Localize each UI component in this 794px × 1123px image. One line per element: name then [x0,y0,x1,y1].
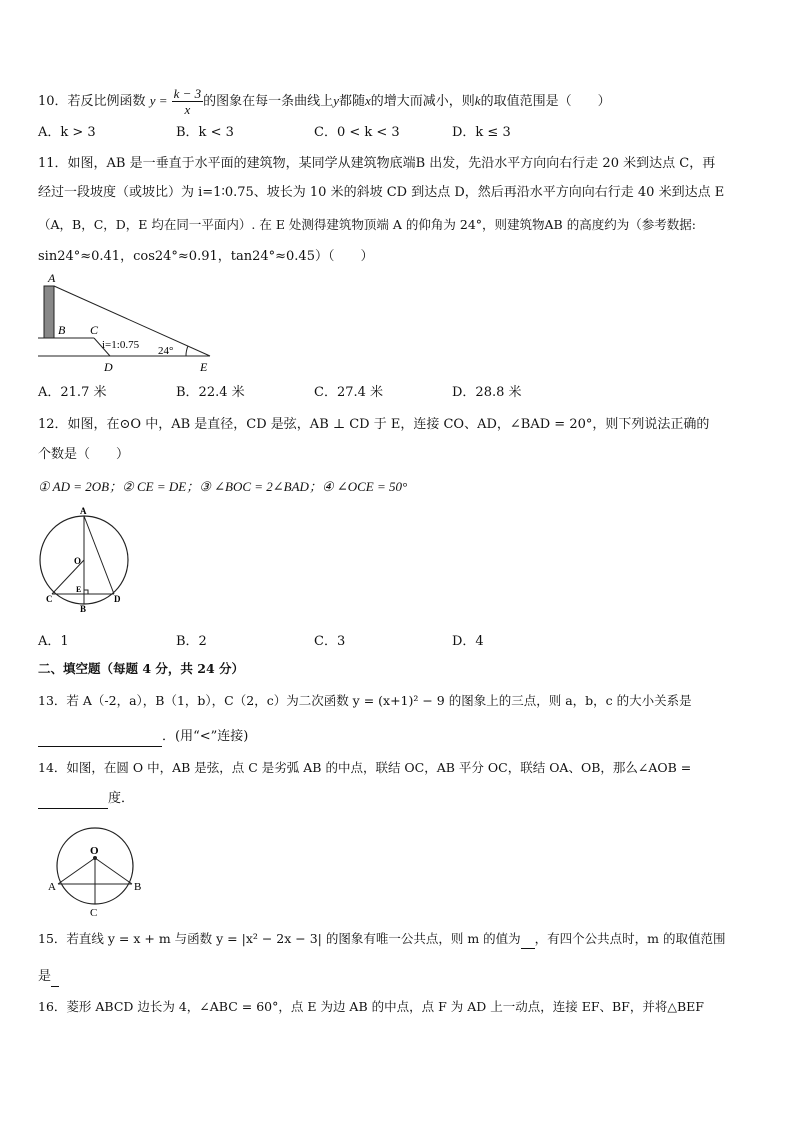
q15-line2-wrap [38,968,59,987]
fig12-label-b: B [80,604,87,614]
q15-line2: 是 [38,969,52,984]
q13-line1: 13．若 A（-2，a），B（1，b），C（2，c）为二次函数 y = (x+1)² − 9 的图象上的三点，则 a，b，c 的大小关系是 [38,693,692,708]
fig12-label-a: A [80,506,87,516]
fig11-label-c: C [90,323,99,337]
angle-arc-e [186,346,188,356]
q14-figure [44,826,148,920]
q13-answer-blank[interactable] [38,728,162,747]
q10-var-k: k [474,93,481,108]
fig12-label-c: C [46,594,53,604]
fig11-angle-label: 24° [158,345,174,357]
fig12-label-d: D [114,594,121,604]
q10-mid2: 都随 [338,94,365,109]
building-ab [44,286,54,338]
q11-option-b: B．22.4 米 [176,385,245,400]
segment-oa [58,858,95,884]
q10-fraction [172,86,204,117]
fig11-label-a: A [48,271,56,285]
q12-option-c: C．3 [314,634,346,649]
q10-func-lhs: y = [149,93,168,108]
q13-line2: ．(用“<”连接) [162,729,249,744]
q15-line1-wrap [38,930,726,949]
q15-blank-1[interactable] [521,930,535,949]
q11-option-c: C．27.4 米 [314,385,384,400]
q12-line2: 个数是（ ） [38,447,130,462]
q15-line1b: ，有四个公共点时，m 的取值范围 [534,931,726,946]
q10-var-x: x [364,93,371,108]
fig11-label-d: D [104,360,113,374]
segment-ob [95,858,132,884]
q10-option-b: B．k < 3 [176,125,234,140]
q10-frac-den: x [184,102,191,117]
q10-var-y: y [333,93,339,108]
q11-line3: （A，B，C，D，E 均在同一平面内）. 在 E 处测得建筑物顶端 A 的仰角为 24°，则建筑物AB 的高度约为（参考数据: [38,217,696,232]
q11-line1: 11．如图，AB 是一垂直于水平面的建筑物，某同学从建筑物底端B 出发，先沿水平方向向右行走 20 米到达点 C，再 [38,156,716,171]
q10-option-c: C．0 < k < 3 [314,125,400,140]
segment-ad [84,516,114,594]
fig11-label-b: B [58,323,66,337]
fig12-label-e: E [76,585,82,594]
q10-option-d: D．k ≤ 3 [452,125,511,140]
q15-blank-2[interactable] [51,968,59,987]
q12-option-b: B．2 [176,634,207,649]
q10-mid3: 的增大而减小，则 [370,94,475,109]
q10-prefix: 10．若反比例函数 [38,94,146,109]
q14-answer-blank[interactable] [38,790,108,809]
q10-mid1: 的图象在每一条曲线上 [203,94,334,109]
q10-suffix: 的取值范围是（ ） [480,94,611,109]
q11-line4: sin24°≈0.41，cos24°≈0.91，tan24°≈0.45）（ ） [38,249,374,264]
fig14-label-c: C [90,907,98,919]
fig14-label-b: B [134,881,142,893]
q11-option-a: A．21.7 米 [38,385,107,400]
fig11-slope-label: i=1:0.75 [102,339,140,351]
fig12-label-o: O [74,556,82,566]
section-2-heading: 二、填空题（每题 4 分，共 24 分） [38,661,245,676]
q12-line3: ① AD = 2OB；② CE = DE；③ ∠BOC = 2∠BAD；④ ∠OCE = 50° [38,479,408,494]
q14-line2: 度． [108,791,135,806]
fig11-label-e: E [200,360,208,374]
q12-option-a: A．1 [38,634,69,649]
q11-figure [36,270,226,376]
q16-line1: 16．菱形 ABCD 边长为 4，∠ABC = 60°，点 E 为边 AB 的中点，点 F 为 AD 上一动点，连接 EF、BF，并将△BEF [38,999,704,1014]
q12-option-d: D．4 [452,634,484,649]
q11-option-d: D．28.8 米 [452,385,522,400]
q15-line1a: 15．若直线 y = x + m 与函数 y = |x² − 2x − 3| 的图象有唯一公共点，则 m 的值为 [38,931,521,946]
fig14-label-o: O [90,845,99,857]
fig14-label-a: A [48,881,56,893]
q10-frac-num: k − 3 [173,86,202,101]
q13-line2-wrap [38,728,248,747]
q11-line2: 经过一段坡度（或坡比）为 i=1∶0.75、坡长为 10 米的斜坡 CD 到达点 D，然后再沿水平方向向右行走 40 米到达点 E [38,185,725,200]
q12-figure [36,506,136,618]
q12-line1: 12．如图，在⊙O 中，AB 是直径，CD 是弦，AB ⊥ CD 于 E，连接 CO、AD，∠BAD = 20°，则下列说法正确的 [38,417,710,432]
q10-option-a: A．k > 3 [38,125,96,140]
right-angle-mark [84,590,88,594]
q14-line1: 14．如图，在圆 O 中，AB 是弦，点 C 是劣弧 AB 的中点，联结 OC，AB 平分 OC，联结 OA、OB，那么∠AOB = [38,760,692,775]
q14-line2-wrap [38,790,134,809]
q10-stem [38,86,611,117]
